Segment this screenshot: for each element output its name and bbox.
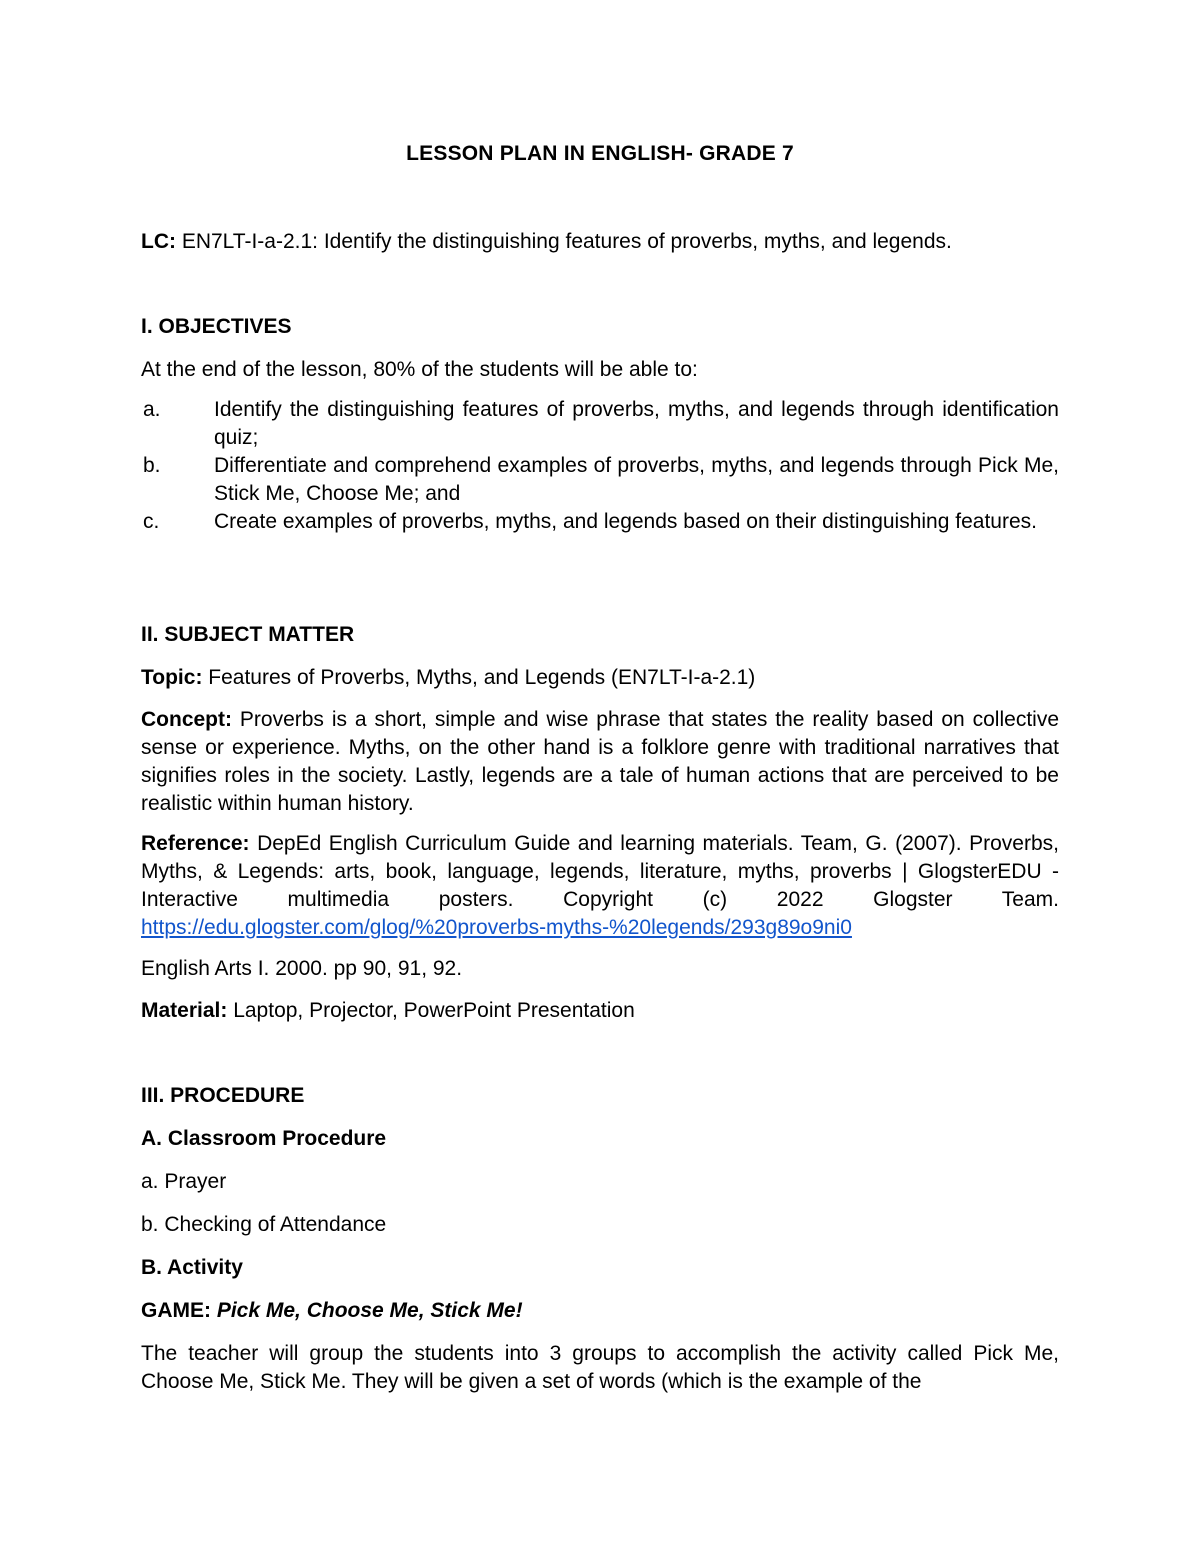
procedure-item-attendance: b. Checking of Attendance xyxy=(141,1213,387,1236)
topic-line xyxy=(141,664,1059,692)
list-item xyxy=(141,508,1059,536)
material-label: Material: xyxy=(141,999,228,1022)
list-item-text: Identify the distinguishing features of proverbs, myths, and legends through identification quiz; xyxy=(214,398,1059,449)
concept-label: Concept: xyxy=(141,708,232,731)
material-line xyxy=(141,997,1059,1025)
reference-text: DepEd English Curriculum Guide and learning materials. Team, G. (2007). Proverbs, Myths, & Legends: arts, book, language, legends, literature, myths, proverbs | GlogsterEDU - Interactive multimedia posters. Copyright (c) 2022 Glogster Team. xyxy=(141,832,1059,911)
concept-paragraph xyxy=(141,706,1059,818)
subject-matter-heading: II. SUBJECT MATTER xyxy=(141,623,355,646)
game-label: GAME: xyxy=(141,1299,211,1322)
topic-label: Topic: xyxy=(141,666,203,689)
list-item-text: Create examples of proverbs, myths, and legends based on their distinguishing features. xyxy=(214,510,1037,533)
concept-text: Proverbs is a short, simple and wise phrase that states the reality based on collective sense or experience. Myths, on the other hand is a folklore genre with traditional narratives that signifies roles in the society. Lastly, legends are a tale of human actions that are perceived to be realistic within human history. xyxy=(141,708,1059,815)
objectives-heading: I. OBJECTIVES xyxy=(141,315,292,338)
list-item-text: Differentiate and comprehend examples of proverbs, myths, and legends through Pick Me, Stick Me, Choose Me; and xyxy=(214,454,1059,505)
learning-competency xyxy=(141,228,1059,256)
material-text: Laptop, Projector, PowerPoint Presentation xyxy=(227,999,635,1022)
page-title: LESSON PLAN IN ENGLISH- GRADE 7 xyxy=(406,142,794,165)
reference-paragraph xyxy=(141,830,1059,942)
list-marker: a. xyxy=(143,398,161,421)
game-name: Pick Me, Choose Me, Stick Me! xyxy=(216,1299,523,1322)
reference-label: Reference: xyxy=(141,832,250,855)
lc-label: LC: xyxy=(141,230,176,253)
list-item xyxy=(141,452,1059,508)
activity-heading: B. Activity xyxy=(141,1256,243,1279)
list-marker: c. xyxy=(143,510,160,533)
list-item xyxy=(141,396,1059,452)
topic-text: Features of Proverbs, Myths, and Legends (EN7LT-I-a-2.1) xyxy=(202,666,756,689)
game-line xyxy=(141,1297,1059,1325)
objectives-list xyxy=(141,396,1059,536)
lc-text: EN7LT-I-a-2.1: Identify the distinguishing features of proverbs, myths, and legends. xyxy=(176,230,952,253)
procedure-item-prayer: a. Prayer xyxy=(141,1170,227,1193)
procedure-heading: III. PROCEDURE xyxy=(141,1084,305,1107)
classroom-procedure-heading: A. Classroom Procedure xyxy=(141,1127,387,1150)
reference-link[interactable]: https://edu.glogster.com/glog/%20proverbs-myths-%20legends/293g89o9ni0 xyxy=(141,916,852,939)
english-arts-reference: English Arts I. 2000. pp 90, 91, 92. xyxy=(141,957,463,980)
objectives-intro: At the end of the lesson, 80% of the students will be able to: xyxy=(141,358,698,381)
list-marker: b. xyxy=(143,454,161,477)
game-description: The teacher will group the students into 3 groups to accomplish the activity called Pick Me, Choose Me, Stick Me. They will be given a set of words (which is the example of the xyxy=(141,1342,1059,1393)
